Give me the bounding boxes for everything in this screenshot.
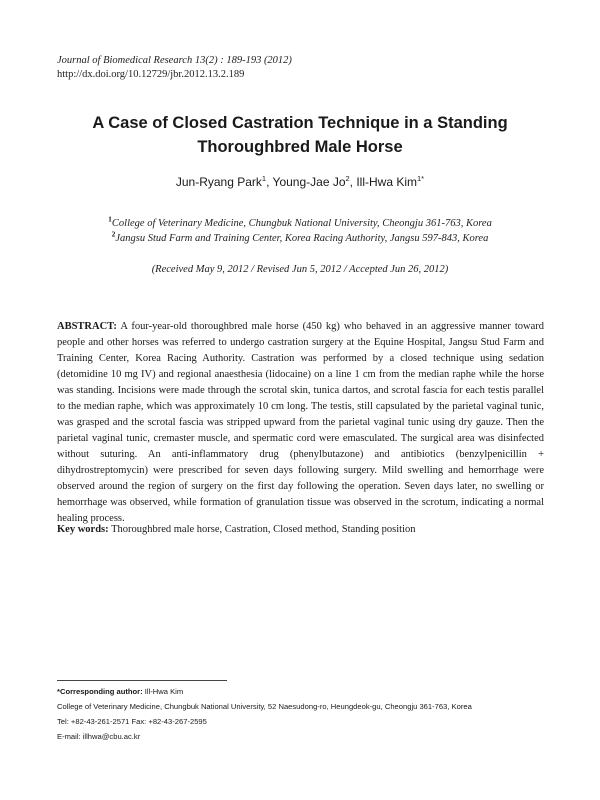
keywords-text: Thoroughbred male horse, Castration, Closed method, Standing position xyxy=(111,524,416,535)
author-name: Ill-Hwa Kim xyxy=(356,175,418,189)
author-phone-fax: Tel: +82-43-261-2571 Fax: +82-43-267-2595 xyxy=(57,717,207,726)
title-line-2: Thoroughbred Male Horse xyxy=(197,138,403,156)
corresponding-author xyxy=(57,686,544,697)
affiliation xyxy=(40,229,560,246)
author-list xyxy=(40,174,560,190)
author-separator: , xyxy=(266,175,273,189)
doi-link[interactable]: http://dx.doi.org/10.12729/jbr.2012.13.2.189 xyxy=(57,69,245,80)
corresponding-author-name: Ill-Hwa Kim xyxy=(144,687,184,696)
title-line-1: A Case of Closed Castration Technique in a Standing xyxy=(92,114,508,132)
author-separator: , xyxy=(349,175,357,189)
abstract xyxy=(57,319,544,527)
paper-title xyxy=(40,111,560,159)
affiliation-text: College of Veterinary Medicine, Chungbuk National University, Cheongju 361-763, Korea xyxy=(111,218,492,229)
abstract-label: ABSTRACT: xyxy=(57,321,117,332)
footnote-divider xyxy=(57,680,227,681)
keywords xyxy=(57,522,544,538)
journal-citation: Journal of Biomedical Research 13(2) : 189-193 (2012) xyxy=(57,55,292,66)
affiliation-mark: 1 xyxy=(108,214,112,224)
corresponding-author-label: *Corresponding author: xyxy=(57,687,143,696)
author-affiliation-mark: 1* xyxy=(417,174,425,183)
affiliation-text: Jangsu Stud Farm and Training Center, Korea Racing Authority, Jangsu 597-843, Korea xyxy=(115,233,489,244)
author-email[interactable]: E-mail: illhwa@cbu.ac.kr xyxy=(57,732,141,741)
affiliation-mark: 2 xyxy=(111,229,116,239)
affiliation xyxy=(40,214,560,231)
author-affiliation-mark: 1 xyxy=(261,174,267,183)
keywords-label: Key words: xyxy=(57,524,109,535)
author-affiliation-mark: 2 xyxy=(345,174,350,183)
received-dates: (Received May 9, 2012 / Revised Jun 5, 2012 / Accepted Jun 26, 2012) xyxy=(151,264,449,275)
author-address: College of Veterinary Medicine, Chungbuk National University, 52 Naesudong-ro, Heungdeok-gu, Cheongju 361-763, Korea xyxy=(57,702,472,711)
abstract-text: A four-year-old thoroughbred male horse (450 kg) who behaved in an aggressive manner toward people and other horses was referred to undergo castration surgery at the Equine Hospital, Jangsu Stud Farm and Training Center, Korea Racing Authority. Castration was performed by a closed technique using sedation (detomidine 10 mg IV) and regional anaesthesia (lidocaine) on a line 1 cm from the median raphe while the horse was standing. Incisions were made through the scrotal skin, tunica dartos, and scrotal fascia for each testis parallel to the median raphe, which was approximately 10 cm long. The testis, still capsulated by the parietal vaginal tunic, was grasped and the scrotal fascia was stripped upward from the parietal vaginal tunic using dry gauze. Then the parietal vaginal tunic, cremaster muscle, and spermatic cord were emasculated. The surgical area was disinfected without suturing. An anti-inflammatory drug (phenylbutazone) and antibiotics (benzylpenicillin + dihydrostreptomycin) were prescribed for seven days following surgery. Mild swelling and hemorrhage were observed around the region of surgery on the first day following the operation. Seven days later, no swelling or hemorrhage was observed, while formation of granulation tissue was observed in the scrotum, indicating a normal healing process. xyxy=(57,321,545,524)
author-name: Young-Jae Jo xyxy=(272,175,346,189)
author-name: Jun-Ryang Park xyxy=(175,175,262,189)
